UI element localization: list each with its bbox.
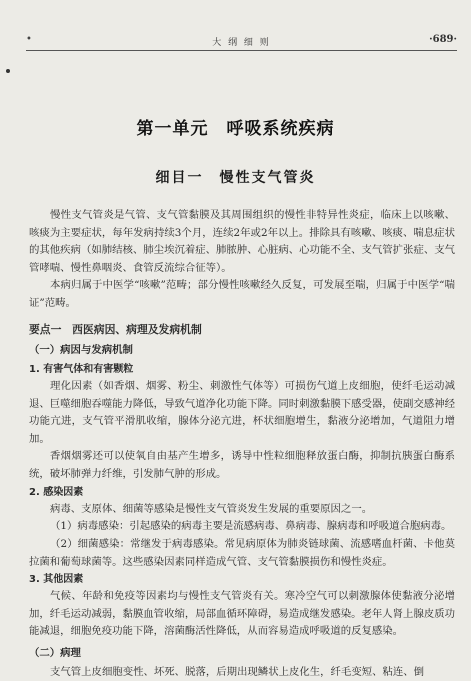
item1-paragraph-1: 理化因素（如香烟、烟雾、粉尘、刺激性气体等）可损伤气道上皮细胞，使纤毛运动减退、巨噬细胞吞噬能力降低，导致气道净化功能下降。同时刺激黏膜下感受器，使副交感神经功能亢进，支气管平滑肌收缩，腺体分泌亢进，杯状细胞增生，黏液分泌增加，气道阻力增加。 <box>29 379 456 445</box>
item2-paragraph-3: （2）细菌感染：常继发于病毒感染。常见病原体为肺炎链球菌、流感嗜血杆菌、卡他莫拉菌和葡萄球菌等。这些感染因素同样造成气管、支气管黏膜损伤和慢性炎症。 <box>29 537 455 568</box>
part1-heading: （一）病因与发病机制 <box>29 344 133 357</box>
header-left-mark: • <box>26 34 32 45</box>
item3-heading: 3. 其他因素 <box>29 574 84 586</box>
item2-paragraph-2: （1）病毒感染：引起感染的病毒主要是流感病毒、鼻病毒、腺病毒和呼吸道合胞病毒。 <box>50 520 452 533</box>
item3-paragraph-1: 气候、年龄和免疫等因素均与慢性支气管炎有关。寒冷空气可以刺激腺体使黏液分泌增加，纤毛运动减弱，黏膜血管收缩，局部血循环障碍，易造成继发感染。老年人肾上腺皮质功能减退，细胞免疫功能下降，溶菌酶活性降低，从而容易造成呼吸道的反复感染。 <box>29 590 456 638</box>
section-title: 细目一 慢性支气管炎 <box>155 170 316 186</box>
header-title: 大 纲 细 则 <box>212 38 271 48</box>
intro-paragraph-1: 慢性支气管炎是气管、支气管黏膜及其周围组织的慢性非特异性炎症，临床上以咳嗽、咳痰为主要症状，每年发病持续3个月，连续2年或2年以上。排除具有咳嗽、咳痰、喘息症状的其他疾病（如肺结核、肺尘埃沉着症、肺脓肿、心脏病、心功能不全、支气管扩张症、支气管哮喘、慢性鼻咽炎、食管反流综合征等）。 <box>29 209 456 274</box>
intro-paragraph-2: 本病归属于中医学“咳嗽”范畴；部分慢性咳嗽经久反复，可发展至喘，归属于中医学“喘证”范畴。 <box>29 279 455 309</box>
unit-title: 第一单元 呼吸系统疾病 <box>136 119 335 139</box>
body-content <box>29 207 455 681</box>
essentials-heading: 要点一 西医病因、病理及发病机制 <box>29 322 202 336</box>
margin-dot <box>6 69 10 73</box>
page-number: ·689· <box>429 34 457 45</box>
part2-heading: （二）病理 <box>29 647 81 660</box>
part2-paragraph-1: 支气管上皮细胞变性、坏死、脱落，后期出现鳞状上皮化生，纤毛变短、粘连、倒 <box>50 665 425 678</box>
running-header <box>26 34 457 51</box>
item1-paragraph-2: 香烟烟雾还可以使氧自由基产生增多，诱导中性粒细胞释放蛋白酶，抑制抗胰蛋白酶系统，破坏肺弹力纤维，引发肺气肿的形成。 <box>29 450 455 480</box>
item1-heading: 1. 有害气体和有害颗粒 <box>29 363 134 375</box>
item2-paragraph-1: 病毒、支原体、细菌等感染是慢性支气管炎发生发展的重要原因之一。 <box>50 502 373 515</box>
item2-heading: 2. 感染因素 <box>29 486 84 498</box>
